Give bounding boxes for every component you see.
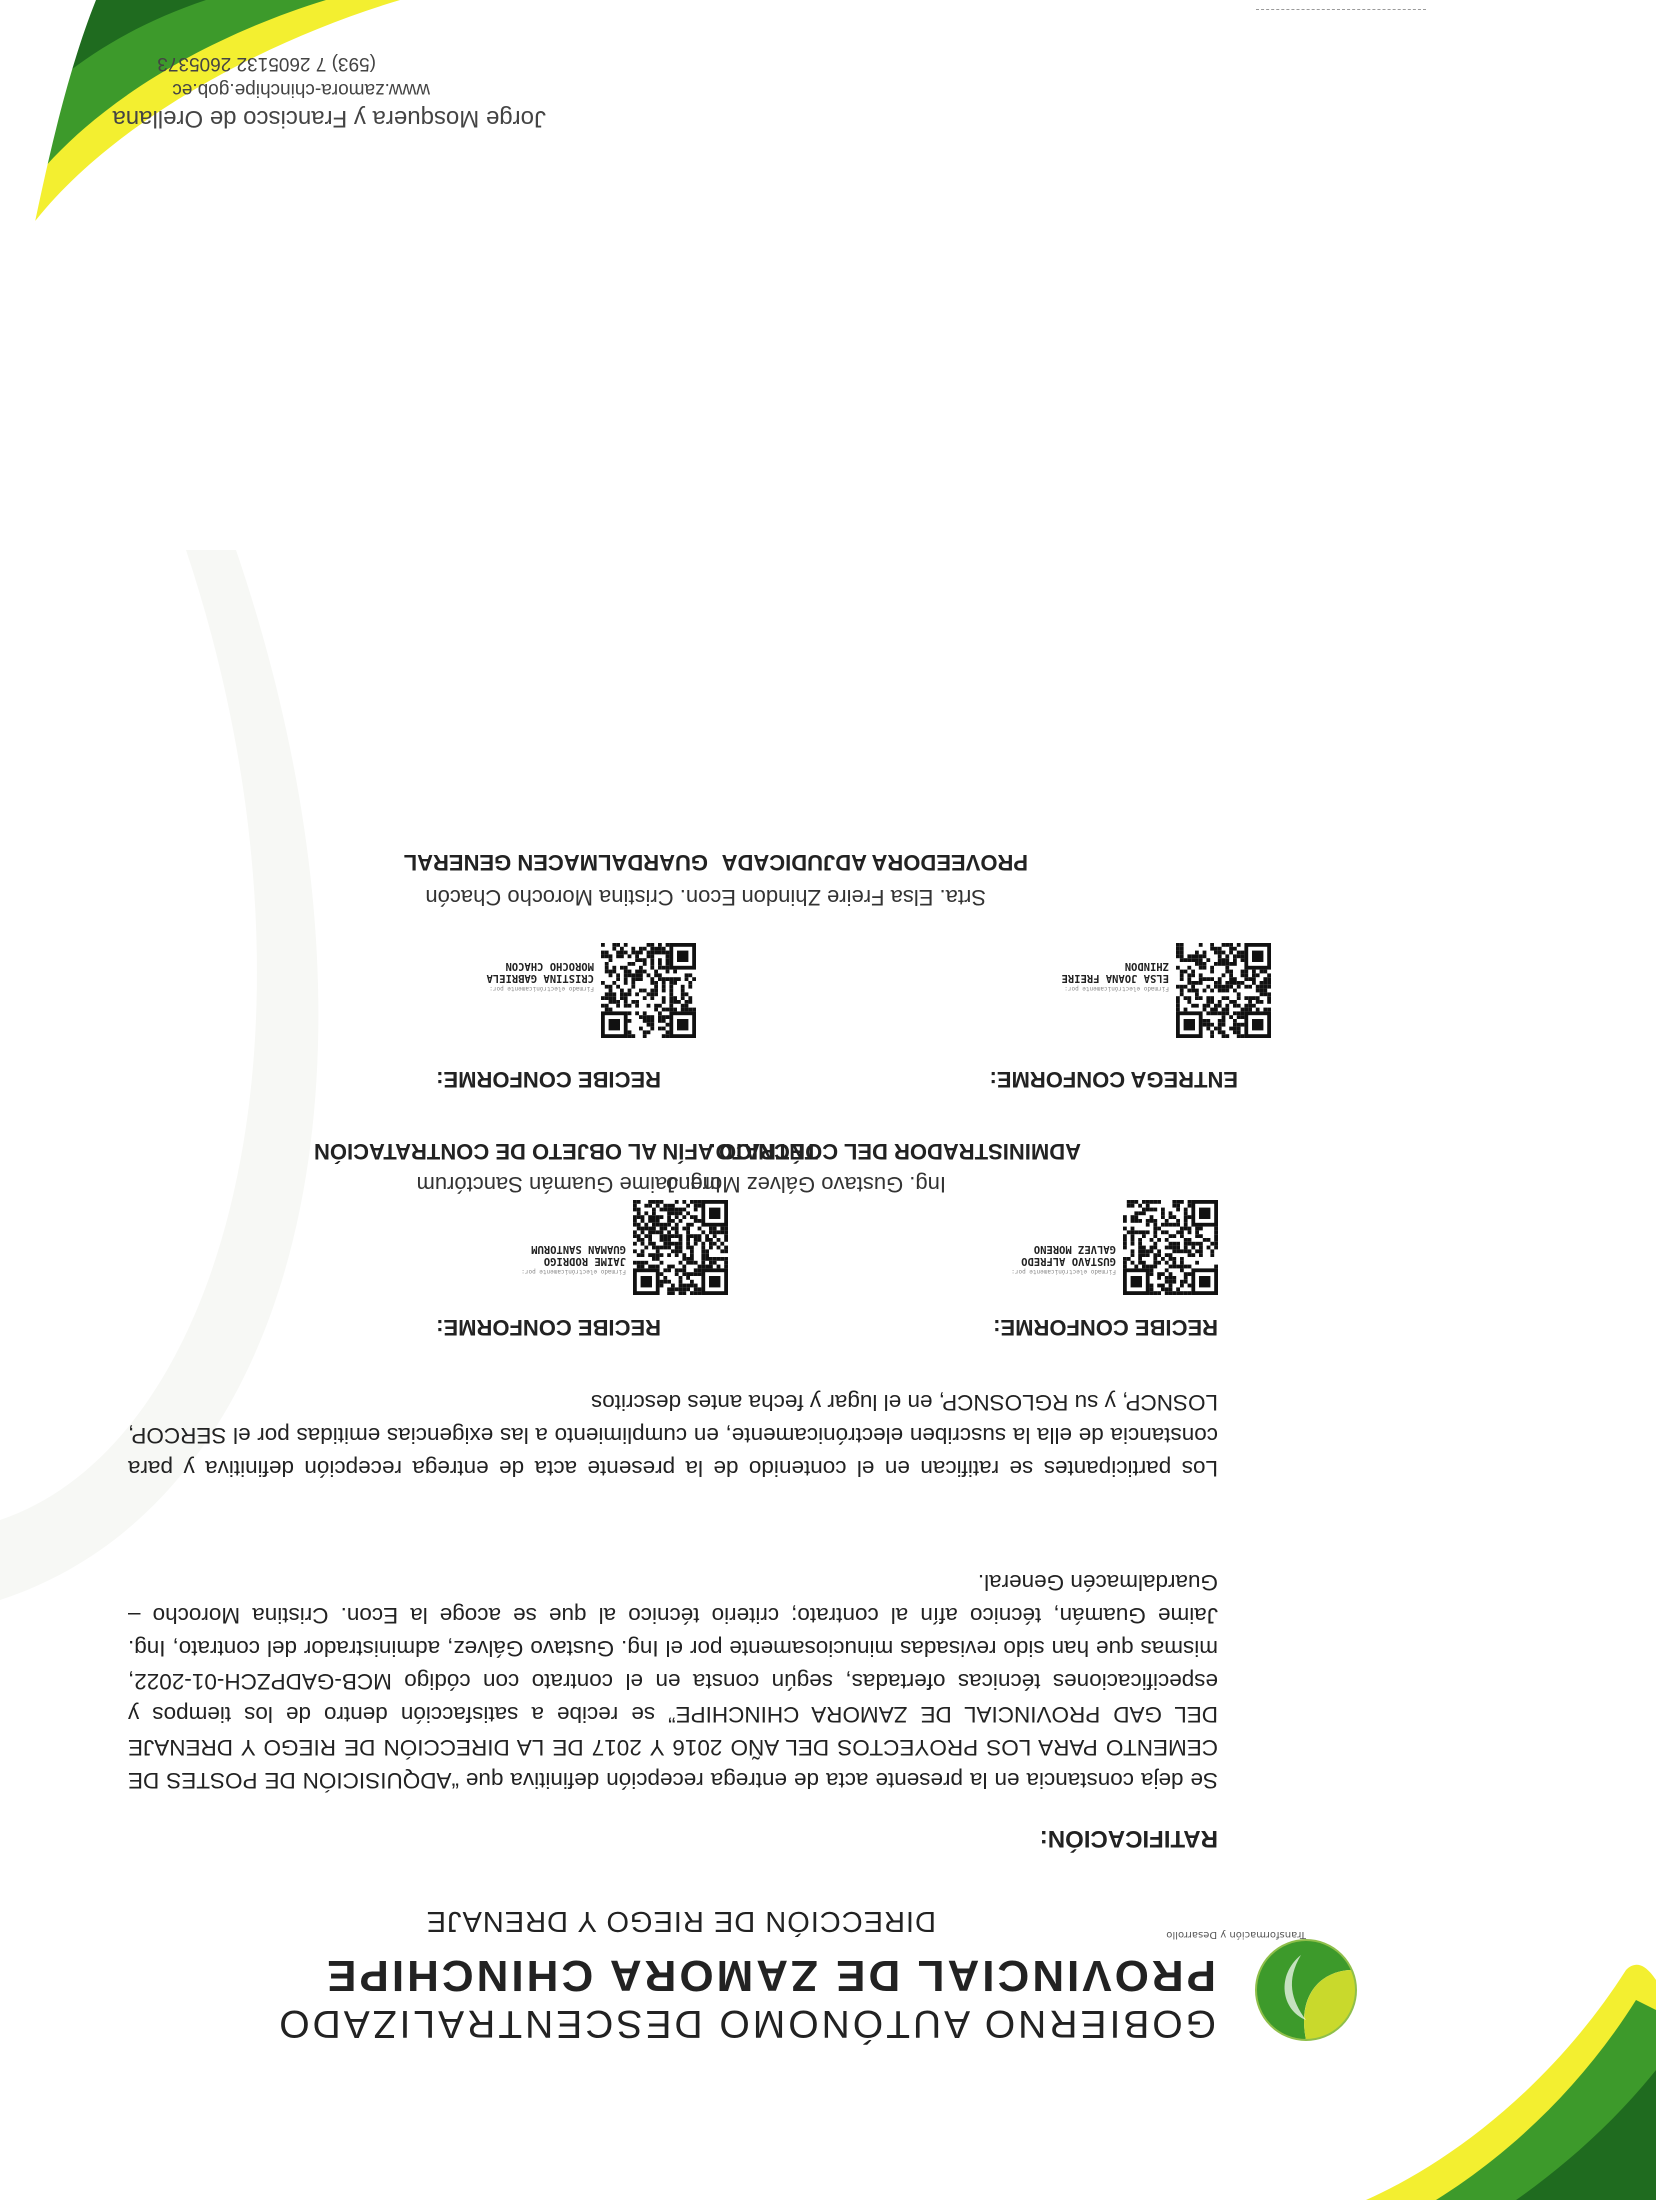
qr-signer-label: Firmado electrónicamente por: CRISTINA GABRIELA MOROCHO CHACON	[486, 960, 594, 992]
signer-name: Ing. Jaime Guamán Sanctórum	[416, 1172, 721, 1197]
section-title: RATIFICACIÓN:	[1039, 1825, 1218, 1852]
department-title: DIRECCIÓN DE RIEGO Y DRENAJE	[425, 1905, 936, 1937]
footer-website: www.zamora-chinchipe.gob.ec	[172, 79, 430, 100]
qr-signer-label: Firmado electrónicamente por: JAIME RODRIGO GUAMAN SANTORUM	[521, 1243, 626, 1275]
scan-edge-line	[1256, 9, 1426, 10]
signer-role: ADMINISTRADOR DEL CONTRATO.	[709, 1139, 1081, 1164]
signer-name: Ing. Gustavo Gálvez Moreno	[665, 1172, 946, 1197]
logo-caption: Transformación y Desarrollo	[1166, 1929, 1306, 1940]
signature-heading: RECIBE CONFORME:	[436, 1067, 661, 1092]
ratificacion-paragraph-1: Se deja constancia en la presente acta de entrega recepción definitiva que “ADQUISICIÓN DE POSTES DE CEMENTO PARA LOS PROYECTOS DEL AÑO 2016 Y 2017 DE LA DIRECCIÓN DE RIEGO Y DRENAJE DEL GAD PROVINCIAL DE ZAMORA CHINCHIPE” se recibe a satisfacción dentro de los tiempos y especificaciones técnicas ofertadas, según consta en el contrato con código MCB-GADPZCH-01-2022, mismas que han sido revisadas minuciosamente por el Ing. Gustavo Gálvez, administrador del contrato, Ing. Jaime Guamán, técnico afín al contrato; criterio técnico al que se acoge la Econ. Cristina Morocho – Guardalmacén General.	[128, 1570, 1218, 1793]
qr-code-icon	[1174, 943, 1271, 1038]
signature-heading: RECIBE CONFORME:	[993, 1315, 1218, 1340]
gad-logo-icon	[1246, 1930, 1366, 2050]
signer-name: Econ. Cristina Morocho Chacón	[425, 885, 736, 910]
qr-signer-label: Firmado electrónicamente por: GUSTAVO ALFREDO GALVEZ MORENO	[1011, 1243, 1116, 1275]
header-line1: GOBIERNO AUTÓNOMO DESCENTRALIZADO	[276, 2002, 1216, 2045]
signer-role: TÉCNICO AFÍN AL OBJETO DE CONTRATACIÓN	[314, 1139, 818, 1164]
footer-phone: (593) 7 2605132 2605373	[157, 53, 376, 74]
qr-code-icon	[631, 1200, 728, 1295]
signer-role: GUARDALMACEN GENERAL	[403, 850, 708, 875]
ratificacion-paragraph-2: Los participantes se ratifican en el contenido de la presente acta de entrega recepción definitiva y para constancia de ella la suscriben electrónicamente, en cumplimiento a las exigencias emitidas por el SERCOP, LOSNCP, y su RGLOSNCP, en el lugar y fecha antes descritos	[128, 1390, 1218, 1481]
signature-heading: ENTREGA CONFORME:	[989, 1067, 1238, 1092]
signature-heading: RECIBE CONFORME:	[436, 1315, 661, 1340]
footer-address: Jorge Mosquera y Francisco de Orellana	[112, 105, 546, 132]
signer-role: PROVEEDORA ADJUDICADA	[721, 850, 1028, 875]
qr-code-icon	[599, 943, 696, 1038]
qr-code-icon	[1121, 1200, 1218, 1295]
signer-name: Srta. Elsa Freire Zhindon	[741, 885, 986, 910]
header-line2: PROVINCIAL DE ZAMORA CHINCHIPE	[324, 1951, 1216, 2000]
qr-signer-label: Firmado electrónicamente por: ELSA JOANA FREIRE ZHINDON	[1061, 960, 1169, 992]
